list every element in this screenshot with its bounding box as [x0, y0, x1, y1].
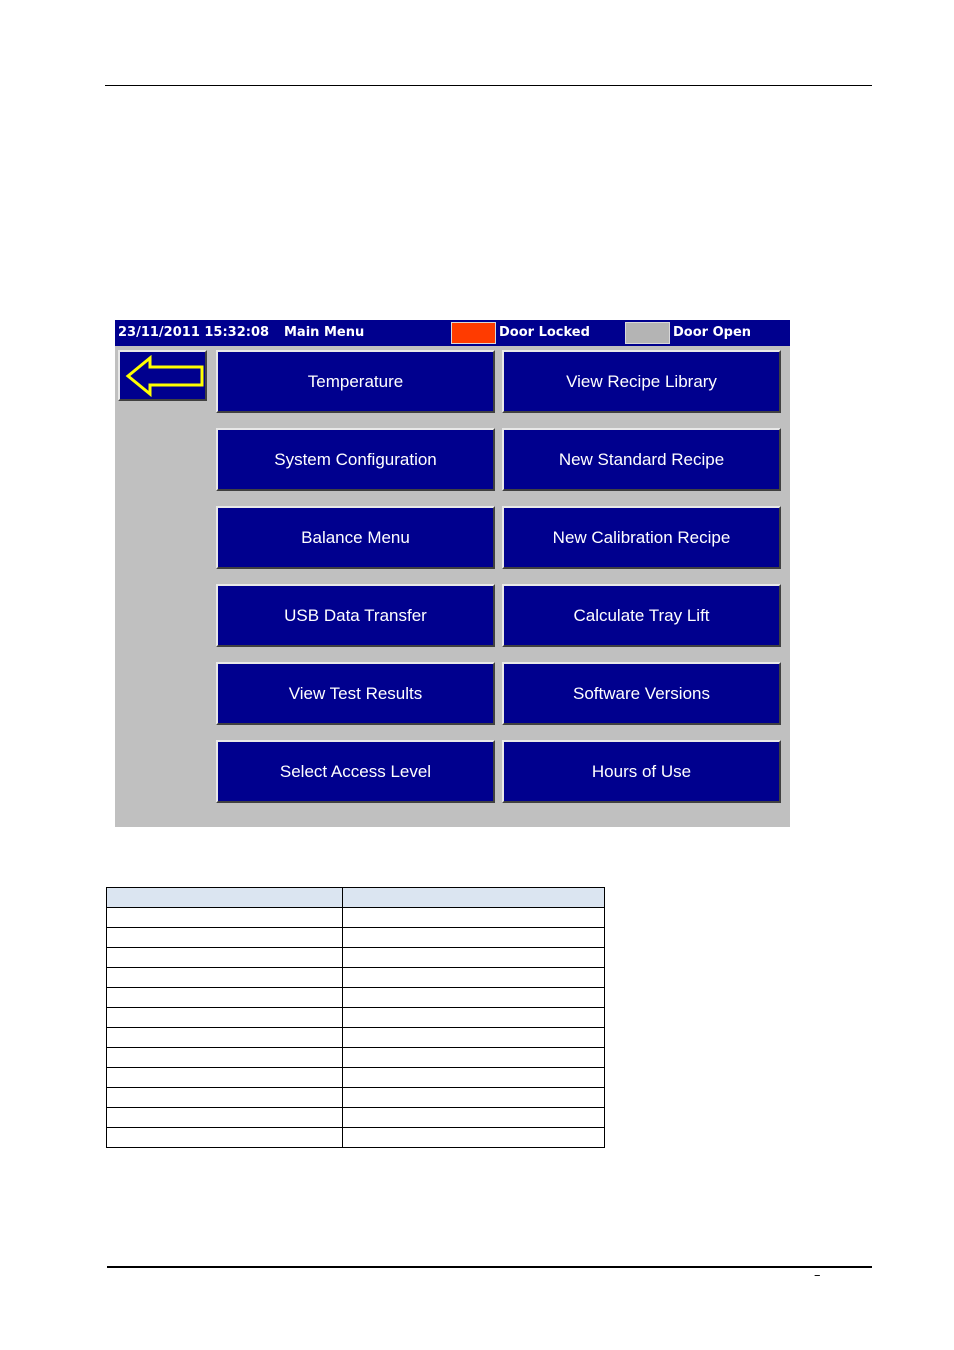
view-test-results-button[interactable]: View Test Results [216, 662, 495, 725]
arrow-left-icon [124, 355, 204, 398]
software-versions-button[interactable]: Software Versions [502, 662, 781, 725]
status-bar [115, 320, 790, 346]
hmi-screen [115, 320, 790, 827]
usb-data-transfer-button[interactable]: USB Data Transfer [216, 584, 495, 647]
table-row [107, 1128, 605, 1148]
footer-rule [107, 1266, 872, 1268]
calculate-tray-lift-button[interactable]: Calculate Tray Lift [502, 584, 781, 647]
table-row [107, 1048, 605, 1068]
new-calibration-recipe-button[interactable]: New Calibration Recipe [502, 506, 781, 569]
screen-title: Main Menu [284, 325, 365, 340]
view-recipe-library-button[interactable]: View Recipe Library [502, 350, 781, 413]
table-row [107, 928, 605, 948]
hours-of-use-button[interactable]: Hours of Use [502, 740, 781, 803]
door-open-indicator [625, 322, 670, 344]
system-configuration-button[interactable]: System Configuration [216, 428, 495, 491]
table-row [107, 1068, 605, 1088]
table-header-row [107, 888, 605, 908]
door-locked-indicator [451, 322, 496, 344]
temperature-button[interactable]: Temperature [216, 350, 495, 413]
select-access-level-button[interactable]: Select Access Level [216, 740, 495, 803]
datetime-display: 23/11/2011 15:32:08 [118, 325, 270, 340]
new-standard-recipe-button[interactable]: New Standard Recipe [502, 428, 781, 491]
table-row [107, 1008, 605, 1028]
table-row [107, 988, 605, 1008]
table-row [107, 1028, 605, 1048]
table-row [107, 908, 605, 928]
footer-mark: – [814, 1268, 821, 1283]
header-rule [105, 85, 872, 86]
door-open-label: Door Open [673, 325, 752, 340]
door-locked-label: Door Locked [499, 325, 590, 340]
back-button[interactable] [118, 350, 207, 401]
table-row [107, 1088, 605, 1108]
table-row [107, 968, 605, 988]
table-row [107, 948, 605, 968]
empty-table [106, 887, 605, 1148]
balance-menu-button[interactable]: Balance Menu [216, 506, 495, 569]
table-row [107, 1108, 605, 1128]
